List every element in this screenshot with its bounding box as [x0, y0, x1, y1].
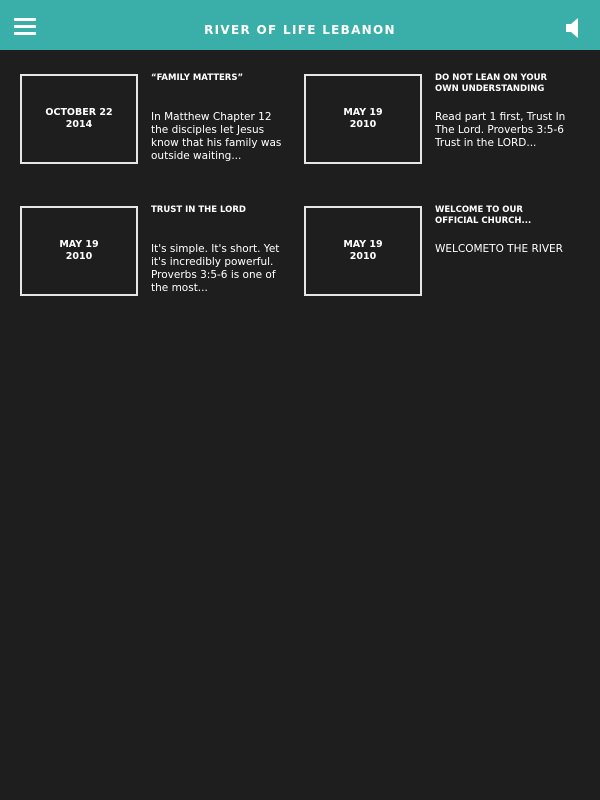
post-title[interactable]: WELCOME TO OUR OFFICIAL CHURCH...	[435, 205, 532, 226]
app-title: RIVER OF LIFE LEBANON	[204, 23, 396, 37]
post-date-year: 2010	[349, 251, 377, 262]
post-excerpt: WELCOMETO THE RIVER	[435, 243, 563, 255]
post-date-box[interactable]	[20, 206, 138, 296]
post-card[interactable]	[304, 206, 574, 298]
post-card[interactable]	[304, 74, 574, 166]
post-title[interactable]: DO NOT LEAN ON YOUR OWN UNDERSTANDING	[435, 73, 548, 94]
post-card[interactable]	[20, 206, 290, 298]
post-date-box[interactable]	[304, 74, 422, 164]
post-date-day: MAY 19	[59, 239, 99, 250]
post-card[interactable]	[20, 74, 290, 166]
post-date-box[interactable]	[304, 206, 422, 296]
post-date-day: MAY 19	[343, 239, 383, 250]
post-date-year: 2010	[349, 119, 377, 130]
post-excerpt: It's simple. It's short. Yet it's incredibly powerful. Proverbs 3:5-6 is one of the most...	[151, 243, 280, 294]
speaker-icon[interactable]	[564, 17, 584, 39]
post-date-day: OCTOBER 22	[45, 107, 113, 118]
top-app-bar	[0, 0, 600, 50]
post-title[interactable]: TRUST IN THE LORD	[151, 205, 246, 215]
post-excerpt: Read part 1 first, Trust In The Lord. Proverbs 3:5-6 Trust in the LORD...	[435, 111, 566, 149]
post-title[interactable]: “FAMILY MATTERS”	[151, 73, 244, 83]
post-date-box[interactable]	[20, 74, 138, 164]
post-excerpt: In Matthew Chapter 12 the disciples let Jesus know that his family was outside waiting...	[151, 111, 282, 162]
post-date-year: 2010	[65, 251, 93, 262]
post-date-year: 2014	[65, 119, 93, 130]
post-date-day: MAY 19	[343, 107, 383, 118]
